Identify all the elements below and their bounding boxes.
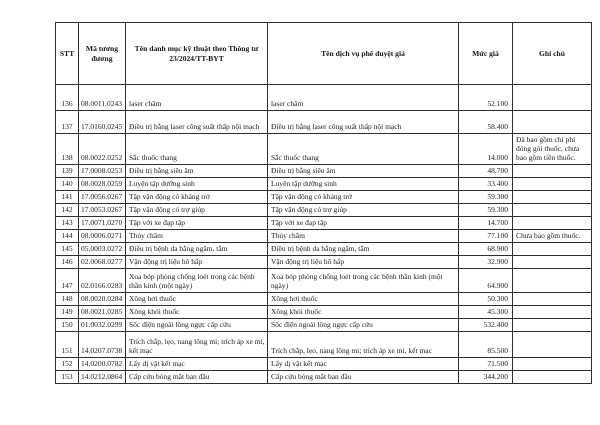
cell-code: 08.0028.0259 (79, 178, 126, 191)
cell-stt: 150 (56, 319, 79, 332)
col-header-stt: STT (56, 23, 79, 85)
table-row (56, 243, 592, 256)
cell-code: 08.0021.0285 (79, 306, 126, 319)
cell-name: Luyện tập dưỡng sinh (126, 178, 268, 191)
cell-price: 532.400 (459, 319, 513, 332)
cell-code: 08.0006.0271 (79, 230, 126, 243)
cell-code: 08.0022.0252 (79, 134, 126, 165)
table-row (56, 230, 592, 243)
table-row (56, 204, 592, 217)
price-table-body (56, 85, 592, 384)
cell-code: 17.0056.0267 (79, 191, 126, 204)
cell-name: Xông hơi thuốc (126, 293, 268, 306)
table-row (56, 85, 592, 111)
cell-stt: 152 (56, 358, 79, 371)
cell-note (513, 358, 592, 371)
cell-code: 08.0020.0284 (79, 293, 126, 306)
cell-stt: 148 (56, 293, 79, 306)
cell-code: 17.0071.0270 (79, 217, 126, 230)
cell-price: 58.400 (459, 111, 513, 134)
cell-name: Tập với xe đạp tập (126, 217, 268, 230)
cell-service: Thủy châm (268, 230, 459, 243)
cell-name: Thủy châm (126, 230, 268, 243)
cell-name: Lấy dị vật kết mạc (126, 358, 268, 371)
cell-name: Điều trị bằng siêu âm (126, 165, 268, 178)
price-table (55, 22, 592, 384)
cell-service: Xông hơi thuốc (268, 293, 459, 306)
cell-price: 344.200 (459, 371, 513, 384)
cell-service: Điều trị bằng siêu âm (268, 165, 459, 178)
cell-stt: 142 (56, 204, 79, 217)
cell-service: Xông khói thuốc (268, 306, 459, 319)
table-row (56, 217, 592, 230)
cell-price: 52.100 (459, 85, 513, 111)
cell-note (513, 165, 592, 178)
cell-note: Chưa bao gồm thuốc. (513, 230, 592, 243)
cell-price: 45.300 (459, 306, 513, 319)
cell-code: 17.0053.0267 (79, 204, 126, 217)
table-row (56, 306, 592, 319)
cell-stt: 140 (56, 178, 79, 191)
cell-stt: 144 (56, 230, 79, 243)
cell-note (513, 332, 592, 358)
cell-service: Lấy dị vật kết mạc (268, 358, 459, 371)
cell-code: 14.0207.0738 (79, 332, 126, 358)
cell-price: 64.900 (459, 269, 513, 293)
cell-service: Điều trị bằng laser công suất thấp nội mạch (268, 111, 459, 134)
cell-price: 71.500 (459, 358, 513, 371)
col-header-name: Tên danh mục kỹ thuật theo Thông tư 23/2024/TT-BYT (126, 23, 268, 85)
cell-name: Điều trị bệnh da bằng ngâm, tắm (126, 243, 268, 256)
table-row (56, 269, 592, 293)
cell-price: 59.300 (459, 204, 513, 217)
cell-code: 14.0212.0864 (79, 371, 126, 384)
cell-code: 14.0200.0782 (79, 358, 126, 371)
cell-stt: 149 (56, 306, 79, 319)
cell-note (513, 204, 592, 217)
cell-stt: 153 (56, 371, 79, 384)
cell-service: Điều trị bệnh da bằng ngâm, tắm (268, 243, 459, 256)
col-header-code: Mã tương đương (79, 23, 126, 85)
cell-stt: 147 (56, 269, 79, 293)
cell-price: 50.300 (459, 293, 513, 306)
cell-service: Vận động trị liệu hô hấp (268, 256, 459, 269)
cell-service: Tập với xe đạp tập (268, 217, 459, 230)
cell-name: Xông khói thuốc (126, 306, 268, 319)
table-row (56, 319, 592, 332)
cell-stt: 139 (56, 165, 79, 178)
cell-name: Trích chắp, lẹo, nang lông mi; trích áp xe mi, kết mạc (126, 332, 268, 358)
col-header-price: Mức giá (459, 23, 513, 85)
cell-service: Tập vận động có trợ giúp (268, 204, 459, 217)
cell-note (513, 178, 592, 191)
table-row (56, 358, 592, 371)
cell-note (513, 269, 592, 293)
table-row (56, 111, 592, 134)
cell-note (513, 111, 592, 134)
cell-name: Tập vận động có kháng trở (126, 191, 268, 204)
cell-note (513, 243, 592, 256)
cell-service: Sắc thuốc thang (268, 134, 459, 165)
cell-price: 48.700 (459, 165, 513, 178)
cell-code: 17.0160.0245 (79, 111, 126, 134)
cell-code: 08.0011.0243 (79, 85, 126, 111)
cell-stt: 145 (56, 243, 79, 256)
cell-name: Vận động trị liệu hô hấp (126, 256, 268, 269)
cell-service: Cấp cứu bỏng mắt ban đầu (268, 371, 459, 384)
cell-name: Xoa bóp phòng chống loét trong các bệnh thần kinh (một ngày) (126, 269, 268, 293)
cell-stt: 143 (56, 217, 79, 230)
cell-note (513, 217, 592, 230)
col-header-note: Ghi chú (513, 23, 592, 85)
cell-price: 14.000 (459, 134, 513, 165)
cell-service: Luyện tập dưỡng sinh (268, 178, 459, 191)
cell-stt: 137 (56, 111, 79, 134)
table-row (56, 165, 592, 178)
cell-name: Sốc điện ngoài lồng ngực cấp cứu (126, 319, 268, 332)
cell-service: laser châm (268, 85, 459, 111)
cell-stt: 141 (56, 191, 79, 204)
cell-stt: 138 (56, 134, 79, 165)
cell-stt: 146 (56, 256, 79, 269)
table-row (56, 256, 592, 269)
cell-stt: 151 (56, 332, 79, 358)
cell-price: 14.700 (459, 217, 513, 230)
cell-code: 05.0003.0272 (79, 243, 126, 256)
cell-service: Trích chắp, lẹo, nang lông mi; trích áp xe mi, kết mạc (268, 332, 459, 358)
cell-note (513, 319, 592, 332)
cell-service: Tập vận động có kháng trở (268, 191, 459, 204)
cell-name: Cấp cứu bỏng mắt ban đầu (126, 371, 268, 384)
cell-code: 02.0166.0283 (79, 269, 126, 293)
cell-note (513, 371, 592, 384)
table-row (56, 332, 592, 358)
table-row (56, 191, 592, 204)
cell-price: 33.400 (459, 178, 513, 191)
price-table-header (56, 23, 592, 85)
cell-service: Sốc điện ngoài lồng ngực cấp cứu (268, 319, 459, 332)
cell-name: Sắc thuốc thang (126, 134, 268, 165)
cell-price: 77.100 (459, 230, 513, 243)
cell-name: Điều trị bằng laser công suất thấp nội mạch (126, 111, 268, 134)
cell-note (513, 306, 592, 319)
cell-note (513, 191, 592, 204)
cell-note (513, 293, 592, 306)
col-header-service: Tên dịch vụ phê duyệt giá (268, 23, 459, 85)
cell-name: laser châm (126, 85, 268, 111)
cell-note: Đã bao gồm chi phí đóng gói thuốc, chưa bao gồm tiền thuốc. (513, 134, 592, 165)
cell-code: 17.0008.0253 (79, 165, 126, 178)
cell-name: Tập vận động có trợ giúp (126, 204, 268, 217)
cell-price: 68.900 (459, 243, 513, 256)
cell-note (513, 85, 592, 111)
cell-note (513, 256, 592, 269)
cell-price: 85.500 (459, 332, 513, 358)
cell-price: 32.900 (459, 256, 513, 269)
cell-service: Xoa bóp phòng chống loét trong các bệnh thần kinh (một ngày) (268, 269, 459, 293)
cell-price: 59.300 (459, 191, 513, 204)
header-row (56, 23, 592, 85)
table-row (56, 134, 592, 165)
cell-code: 01.0032.0299 (79, 319, 126, 332)
table-row (56, 178, 592, 191)
cell-stt: 136 (56, 85, 79, 111)
table-row (56, 371, 592, 384)
table-row (56, 293, 592, 306)
cell-code: 02.0068.0277 (79, 256, 126, 269)
